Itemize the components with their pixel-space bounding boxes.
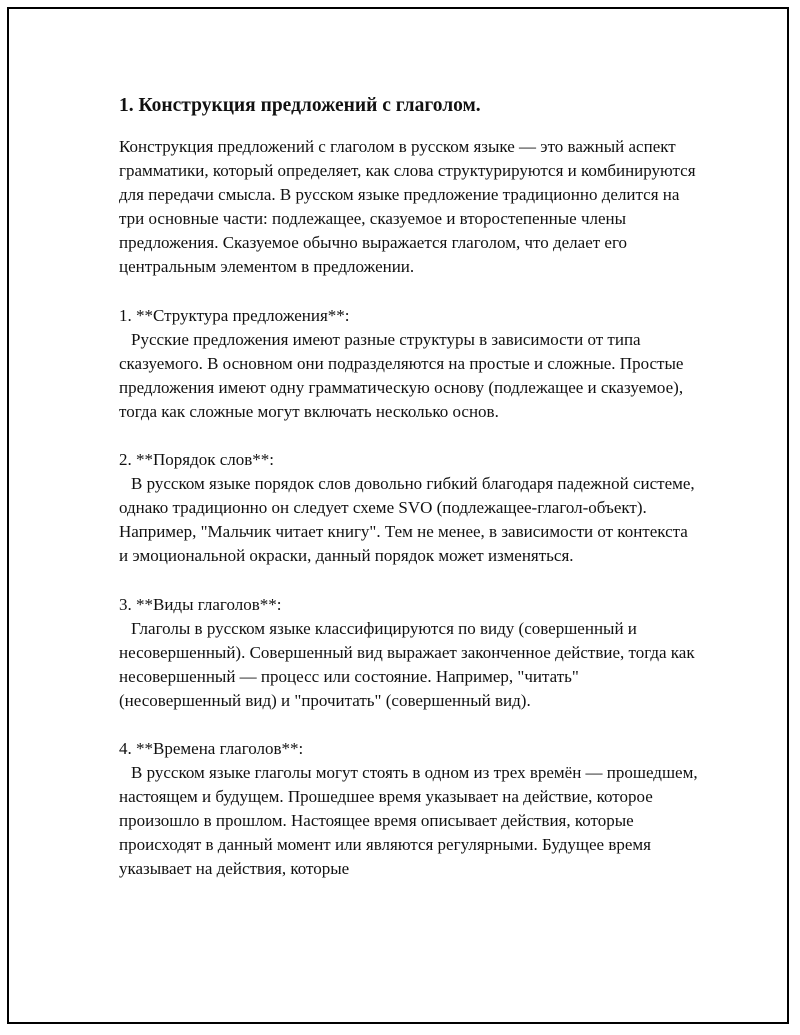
section-body: В русском языке порядок слов довольно гибкий благодаря падежной системе, однако традиционно он следует схеме SVO (подлежащее-глагол-объект). Например, "Мальчик читает книгу". Тем не менее, в зависимости от контекста и эмоциональной окраски, данный порядок может изменяться. — [119, 474, 695, 566]
section-title: 2. **Порядок слов**: — [119, 450, 275, 470]
intro-paragraph: Конструкция предложений с глаголом в русском языке — это важный аспект грамматики, который определяет, как слова структурируются и комбинируются для передачи смысла. В русском языке предложение традиционно делится на три основные части: подлежащее, сказуемое и второстепенные члены предложения. Сказуемое обычно выражается глаголом, что делает его центральным элементом в предложении. — [119, 137, 696, 277]
section-body: Русские предложения имеют разные структуры в зависимости от типа сказуемого. В основном они подразделяются на простые и сложные. Простые предложения имеют одну грамматическую основу (подлежащее и сказуемое), тогда как сложные могут включать несколько основ. — [119, 329, 684, 421]
section-word-order — [119, 448, 699, 568]
section-body: В русском языке глаголы могут стоять в одном из трех времён — прошедшем, настоящем и будущем. Прошедшее время указывает на действие, которое произошло в прошлом. Настоящее время описывает действия, которые происходят в данный момент или являются регулярными. Будущее время указывает на действия, которые — [119, 763, 698, 879]
section-body: Глаголы в русском языке классифицируются по виду (совершенный и несовершенный). Совершенный вид выражает законченное действие, тогда как несовершенный — процесс или состояние. Например, "читать" (несовершенный вид) и "прочитать" (совершенный вид). — [119, 618, 695, 710]
section-verb-aspects — [119, 593, 699, 713]
section-verb-tenses — [119, 737, 699, 882]
section-title: 3. **Виды глаголов**: — [119, 594, 282, 614]
section-title: 4. **Времена глаголов**: — [119, 738, 304, 758]
document-heading: 1. Конструкция предложений с глаголом. — [119, 95, 481, 116]
document-page — [7, 7, 789, 1024]
section-title: 1. **Структура предложения**: — [119, 305, 350, 325]
section-structure — [119, 304, 699, 424]
document-content — [119, 93, 699, 882]
